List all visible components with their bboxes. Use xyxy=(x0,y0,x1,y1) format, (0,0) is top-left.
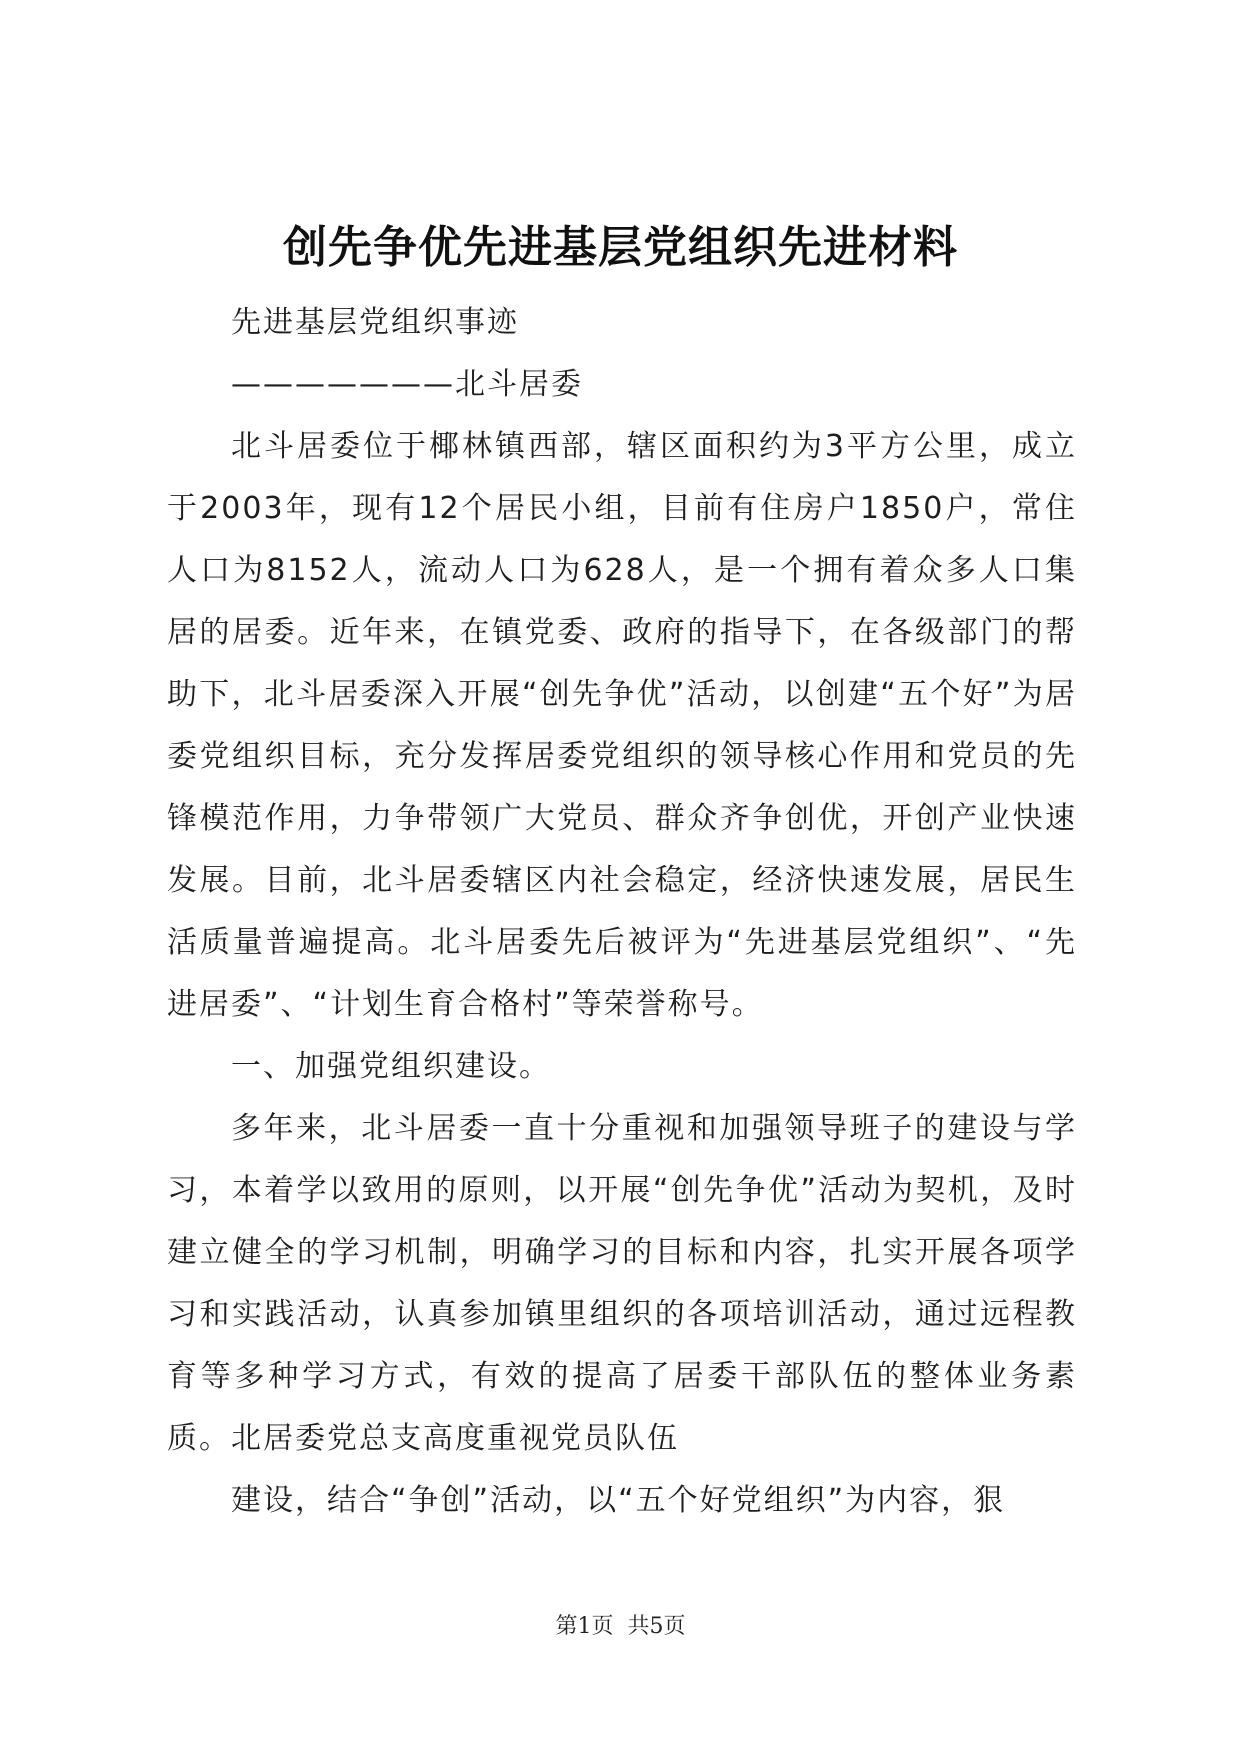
body-paragraph: 北斗居委位于椰林镇西部，辖区面积约为3平方公里，成立于2003年，现有12个居民小组，目前有住房户1850户，常住人口为8152人，流动人口为628人，是一个拥有着众多人口集居的居委。近年来，在镇党委、政府的指导下，在各级部门的帮助下，北斗居委深入开展“创先争优”活动，以创建“五个好”为居委党组织目标，充分发挥居委党组织的领导核心作用和党员的先锋模范作用，力争带领广大党员、群众齐争创优，开创产业快速发展。目前，北斗居委辖区内社会稳定，经济快速发展，居民生活质量普遍提高。北斗居委先后被评为“先进基层党组织”、“先进居委”、“计划生育合格村”等荣誉称号。 xyxy=(167,429,1077,1022)
page-number: 第1页 共5页 xyxy=(555,1614,686,1639)
page-footer xyxy=(0,1612,1241,1642)
body-paragraph: 建设，结合“争创”活动，以“五个好党组织”为内容，狠 xyxy=(231,1483,1006,1518)
body-paragraph: 多年来，北斗居委一直十分重视和加强领导班子的建设与学习，本着学以致用的原则，以开展“创先争优”活动为契机，及时建立健全的学习机制，明确学习的目标和内容，扎实开展各项学习和实践活动，认真参加镇里组织的各项培训活动，通过远程教育等多种学习方式，有效的提高了居委干部队伍的整体业务素质。北居委党总支高度重视党员队伍 xyxy=(167,1111,1077,1456)
section-heading: 一、加强党组织建设。 xyxy=(231,1049,551,1084)
document-subtitle: 先进基层党组织事迹 xyxy=(231,305,519,340)
document-body xyxy=(167,292,1077,1532)
document-title: 创先争优先进基层党组织先进材料 xyxy=(283,222,958,273)
document-byline: ———————北斗居委 xyxy=(231,367,583,402)
